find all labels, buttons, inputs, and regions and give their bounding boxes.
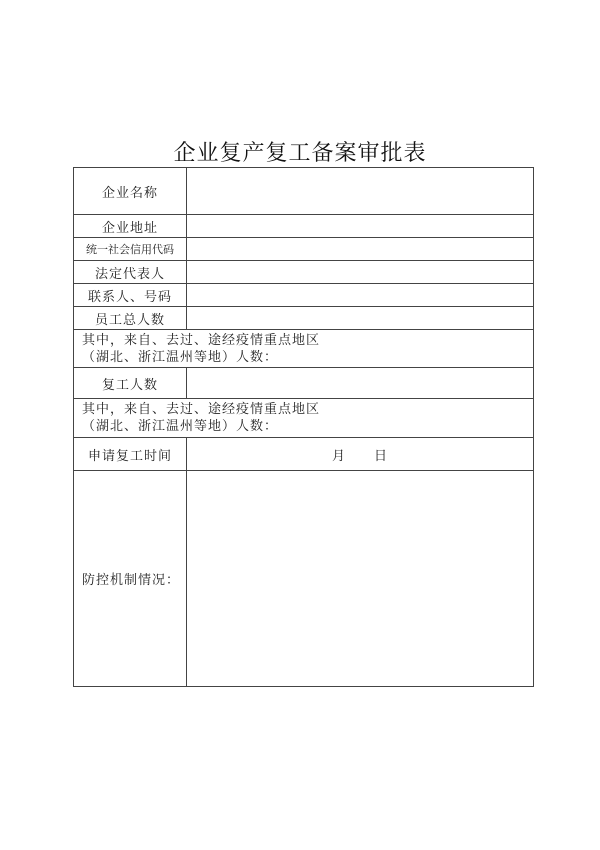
label-company-name: 企业名称 [74, 168, 187, 215]
row-total-staff [74, 307, 534, 330]
field-total-staff[interactable] [187, 307, 534, 330]
row-company-name [74, 168, 534, 215]
row-contact [74, 284, 534, 307]
row-key-area-staff [74, 330, 534, 368]
field-apply-time[interactable] [187, 438, 534, 471]
label-apply-time: 申请复工时间 [74, 438, 187, 471]
label-legal-rep: 法定代表人 [74, 261, 187, 284]
key-area-resumed-line1: 其中，来自、去过、途经疫情重点地区 [82, 402, 321, 417]
row-resumed-staff [74, 368, 534, 399]
label-company-address: 企业地址 [74, 215, 187, 238]
field-key-area-staff[interactable] [74, 330, 534, 368]
label-credit-code: 统一社会信用代码 [74, 238, 187, 261]
label-total-staff: 员工总人数 [74, 307, 187, 330]
label-contact: 联系人、号码 [74, 284, 187, 307]
date-month-label: 月 [331, 448, 346, 464]
field-prevention[interactable] [187, 471, 534, 687]
field-resumed-staff[interactable] [187, 368, 534, 399]
key-area-staff-line1: 其中，来自、去过、途经疫情重点地区 [82, 332, 321, 348]
label-prevention: 防控机制情况： [74, 471, 187, 687]
field-legal-rep[interactable] [187, 261, 534, 284]
key-area-resumed-line2: （湖北、浙江温州等地）人数： [82, 419, 279, 434]
date-day-label: 日 [374, 448, 389, 464]
label-resumed-staff: 复工人数 [74, 368, 187, 399]
form-title: 企业复产复工备案审批表 [173, 141, 427, 166]
field-key-area-resumed[interactable] [74, 399, 534, 438]
field-company-name[interactable] [187, 168, 534, 215]
row-key-area-resumed [74, 399, 534, 438]
row-prevention [74, 471, 534, 687]
field-contact[interactable] [187, 284, 534, 307]
row-apply-time [74, 438, 534, 471]
field-credit-code[interactable] [187, 238, 534, 261]
row-credit-code [74, 238, 534, 261]
row-company-address [74, 215, 534, 238]
approval-form-table [73, 167, 534, 687]
field-company-address[interactable] [187, 215, 534, 238]
row-legal-rep [74, 261, 534, 284]
key-area-staff-line2: （湖北、浙江温州等地）人数： [82, 349, 279, 365]
